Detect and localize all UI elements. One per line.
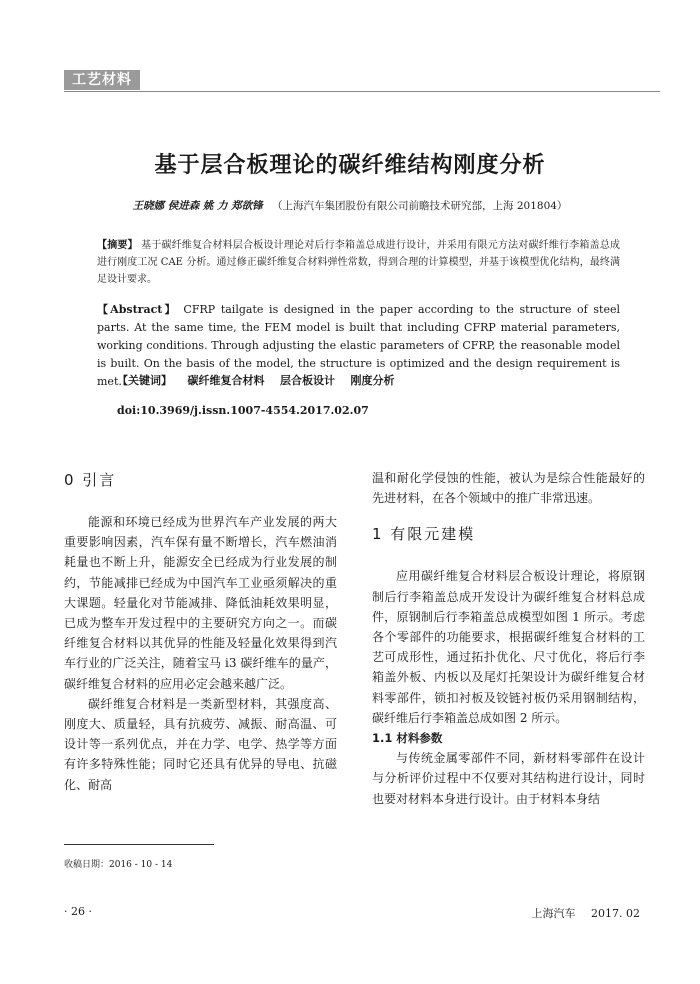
abstract-cn-label: 【摘要】 (97, 240, 138, 251)
intro-paragraph-2: 碳纤维复合材料是一类新型材料，其强度高、刚度大、质量轻，具有抗疲劳、减振、耐高温、可设计等一系列优点，并在力学、电学、热学等方面有许多特殊性能；同时它还具有优异的导电、抗磁化、耐高 (64, 696, 337, 792)
fem-paragraph-1: 应用碳纤维复合材料层合板设计理论，将原钢制后行李箱盖总成开发设计为碳纤维复合材料总成件，原钢制后行李箱盖总成模型如图 1 所示。考虑各个零部件的功能要求，根据碳纤维复合材料的工艺可成形性，通过拓扑优化、尺寸优化，将后行李箱盖外板、内板以及尾灯托架设计为碳纤维复合材料零部件，锁扣衬板及铰链衬板仍采用钢制结构，碳纤维后行李箱盖总成如图 2 所示。 (372, 569, 645, 725)
journal-name: 上海汽车 (531, 907, 576, 920)
abstract-cn-text: 基于碳纤维复合材料层合板设计理论对后行李箱盖总成进行设计，并采用有限元方法对碳纤维行李箱盖总成进行刚度工况 CAE 分析。通过修正碳纤维复合材料弹性常数，得到合理的计算模型，并基于该模型优化结构，最终满足设计要求。 (97, 240, 621, 285)
section-tag: 工艺材料 (64, 70, 140, 90)
keyword-item: 层合板设计 (280, 374, 335, 387)
right-column (372, 468, 645, 809)
left-column (64, 470, 337, 795)
paper-title: 基于层合板理论的碳纤维结构刚度分析 (154, 153, 546, 178)
keyword-item: 刚度分析 (350, 374, 395, 387)
abstract-en-label: 【Abstract】 (97, 303, 178, 316)
footnote-rule (64, 844, 214, 845)
author-names: 王晓娜 侯进森 姚 力 郑欲锋 (132, 200, 263, 212)
section-1-heading: 1 有限元建模 (372, 525, 476, 544)
abstract-chinese (97, 237, 620, 288)
header-rule (64, 91, 660, 92)
page-number: · 26 · (64, 905, 92, 918)
intro-paragraph-1: 能源和环境已经成为世界汽车产业发展的两大重要影响因素，汽车保有量不断增长，汽车燃油消耗量也不断上升，能源安全已经成为行业发展的制约，节能减排已经成为中国汽车工业亟须解决的重大课题。轻量化对节能减排、降低油耗效果明显，已成为整车开发过程中的主要研究方向之一。而碳纤维复合材料以其优异的性能及轻量化效果得到汽车行业的广泛关注，随着宝马 i3 碳纤维车的量产，碳纤维复合材料的应用必定会越来越广泛。 (64, 515, 337, 691)
abstract-en-text: CFRP tailgate is designed in the paper according to the structure of steel parts. At the same time, the FEM model is built that including CFRP material parameters, working conditions. Through adjusting the elastic parameters of CFRP, the reasonable model is built. On the basis of the model, the structure is optimized and the design requirement is met. (97, 303, 621, 388)
author-affiliation: （上海汽车集团股份有限公司前瞻技术研究部，上海 201804） (272, 200, 568, 212)
subsection-1-1-heading: 1.1 材料参数 (372, 731, 443, 746)
keyword-item: 碳纤维复合材料 (187, 374, 265, 387)
journal-footer (532, 905, 640, 921)
intro-paragraph-2-continued: 温和耐化学侵蚀的性能，被认为是综合性能最好的先进材料，在各个领域中的推广非常迅速。 (372, 471, 645, 506)
section-0-heading: 0 引言 (64, 471, 117, 489)
keywords (117, 372, 395, 388)
doi: doi:10.3969/j.issn.1007-4554.2017.02.07 (117, 404, 369, 417)
keywords-label: 【关键词】 (117, 374, 172, 387)
journal-issue: 2017. 02 (591, 907, 640, 920)
fem-paragraph-2: 与传统金属零部件不同，新材料零部件在设计与分析评价过程中不仅要对其结构进行设计，同时也要对材料本身进行设计。由于材料本身结 (372, 751, 645, 806)
author-line (0, 198, 700, 213)
received-date-footnote: 收稿日期：2016 - 10 - 14 (64, 860, 173, 870)
